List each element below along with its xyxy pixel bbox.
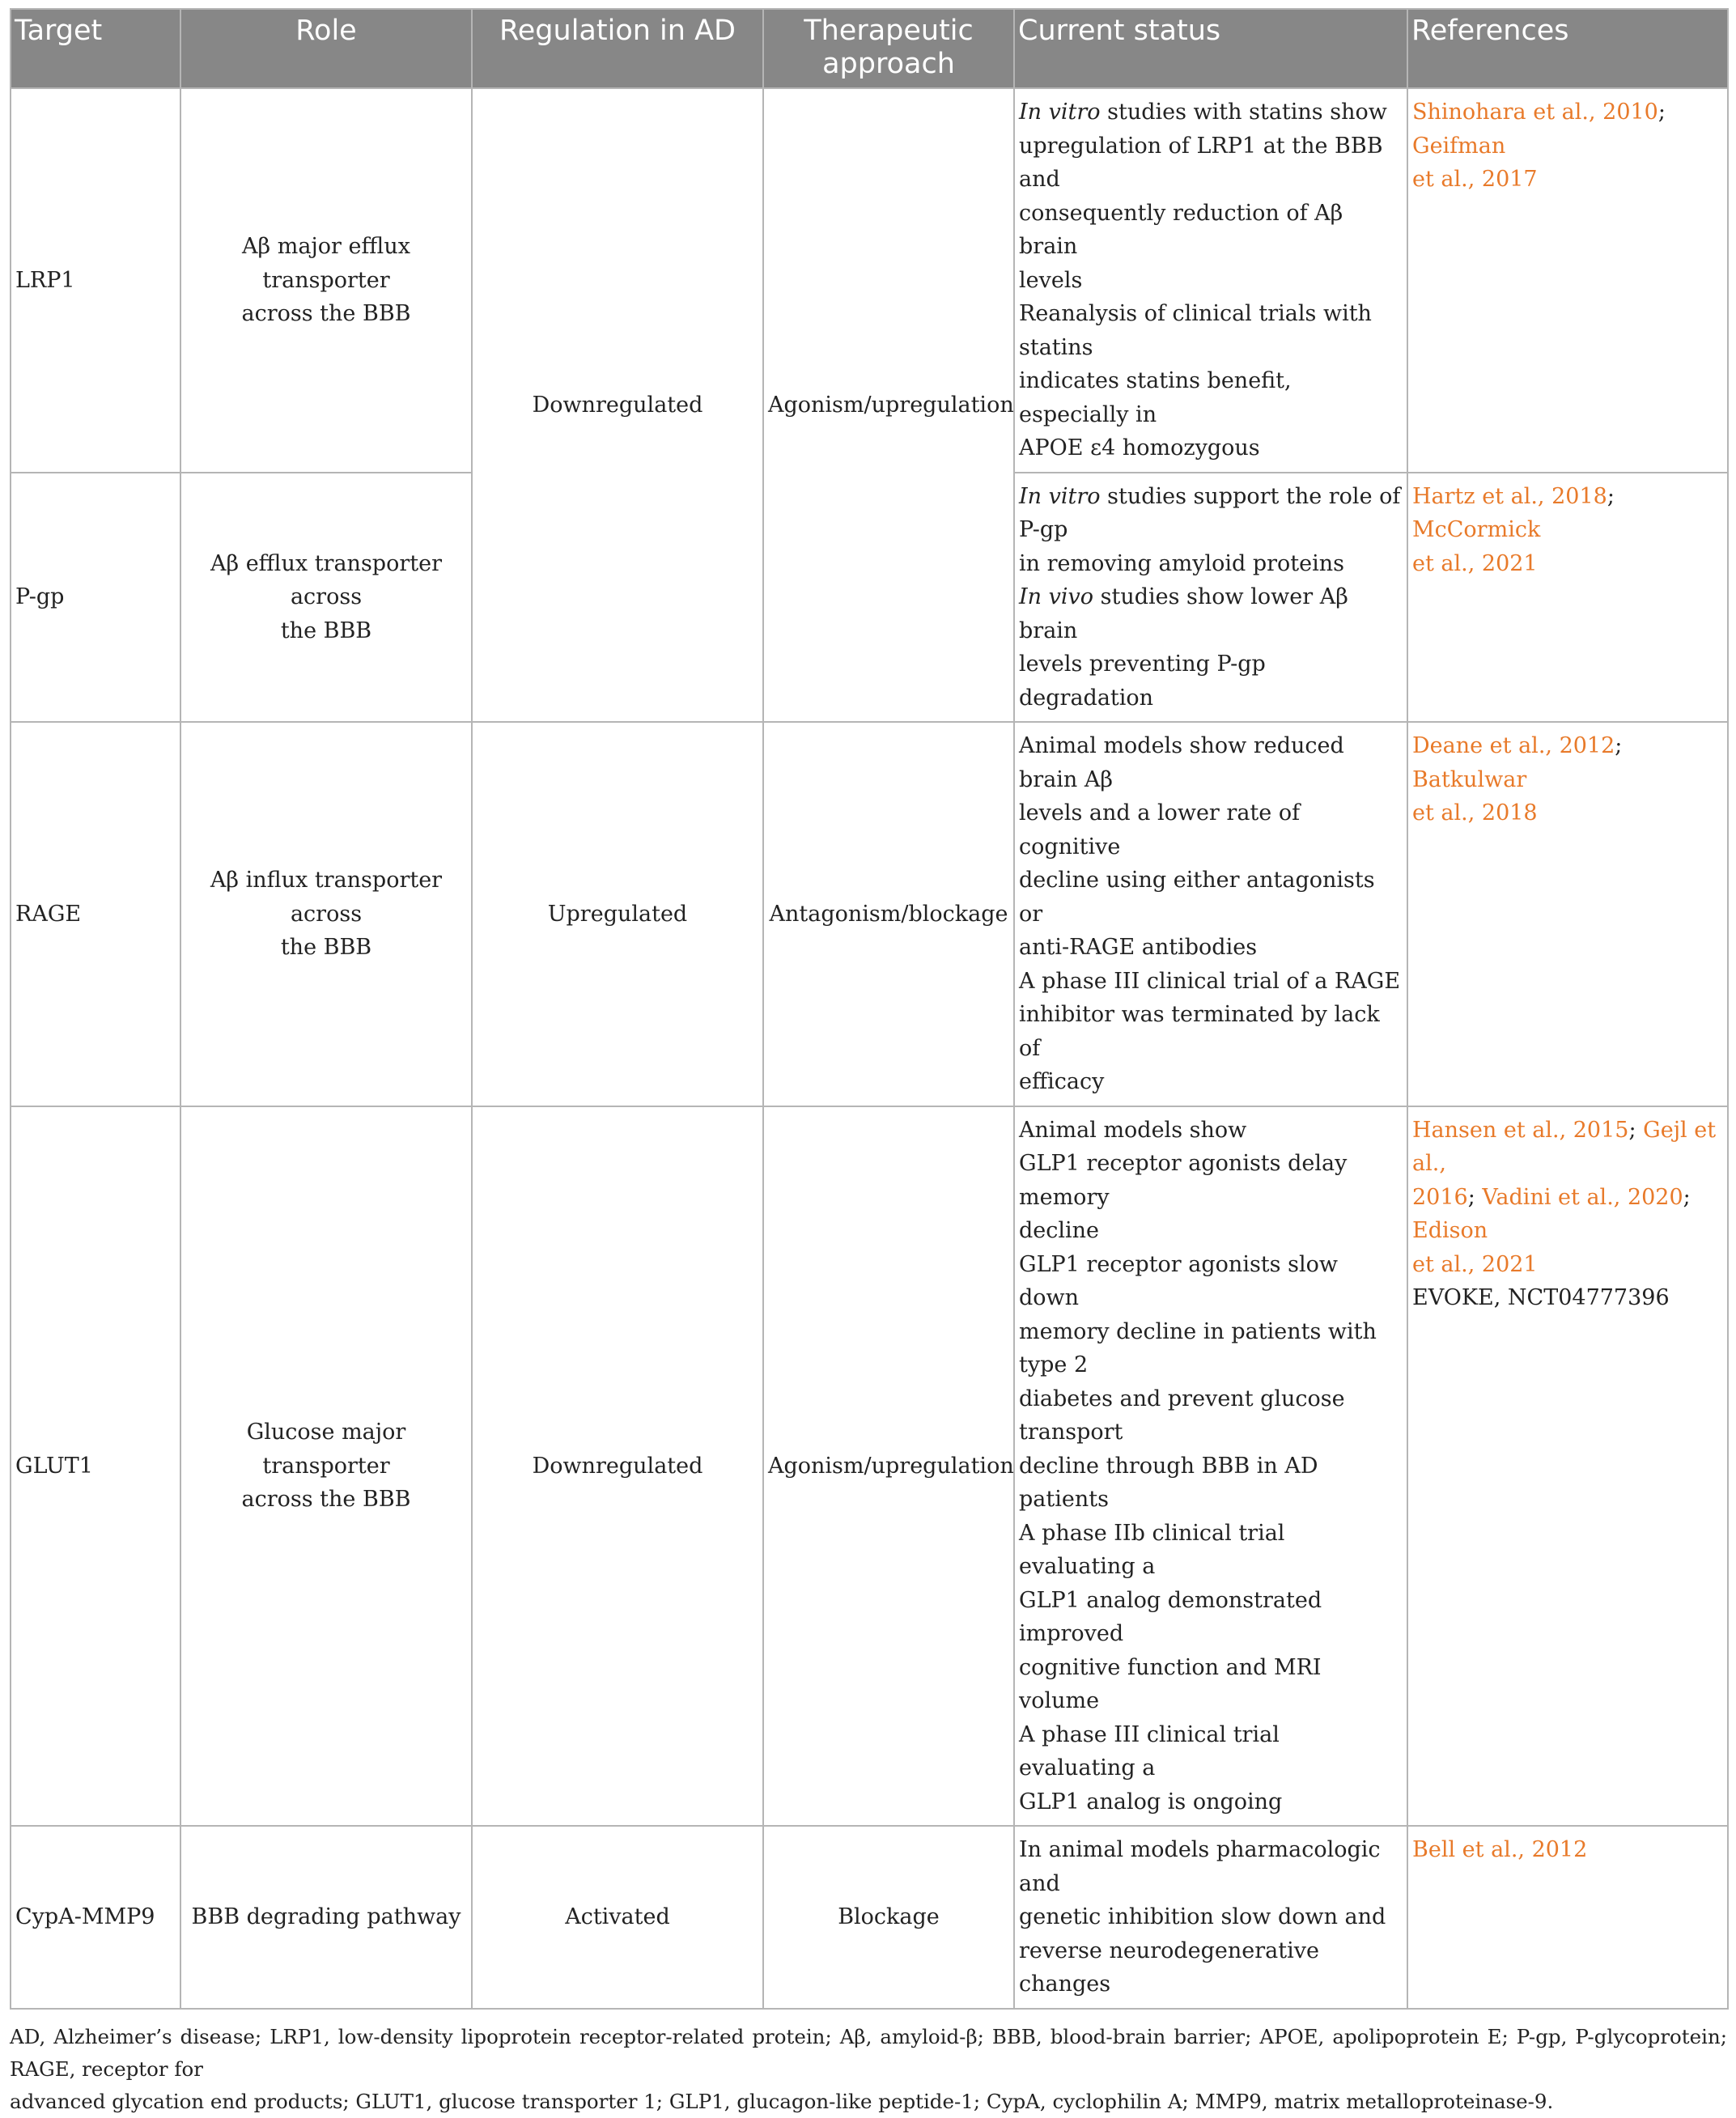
status-line: A phase III clinical trial of a RAGE bbox=[1019, 968, 1401, 994]
status-line: In vitro studies support the role of P-gp bbox=[1019, 483, 1401, 542]
status-line: APOE ε4 homozygous bbox=[1019, 435, 1260, 461]
cell-references-pgp: Hartz et al., 2018; McCormick et al., 2021 bbox=[1407, 473, 1728, 723]
cell-therapeutic-lrp1-pgp: Agonism/upregulation bbox=[763, 88, 1014, 722]
cell-role-rage bbox=[180, 722, 472, 1106]
status-line: decline through BBB in AD patients bbox=[1019, 1453, 1318, 1512]
table-row-rage bbox=[11, 722, 1728, 1106]
header-therapeutic bbox=[763, 9, 1014, 88]
header-therapeutic-line2: approach bbox=[822, 48, 955, 80]
cell-regulation-cypa: Activated bbox=[472, 1826, 763, 2009]
status-line: inhibitor was terminated by lack of bbox=[1019, 1002, 1380, 1061]
ref-deane[interactable]: Deane et al., 2012 bbox=[1412, 733, 1615, 758]
cell-status-pgp bbox=[1014, 473, 1407, 723]
status-line: indicates statins benefit, especially in bbox=[1019, 368, 1292, 427]
cell-references-cypa bbox=[1407, 1826, 1728, 2009]
status-line: memory decline in patients with type 2 bbox=[1019, 1318, 1377, 1377]
table-row-glut1 bbox=[11, 1106, 1728, 1827]
ref-edison-cont[interactable]: et al., 2021 bbox=[1412, 1251, 1538, 1277]
cell-target-pgp: P-gp bbox=[11, 473, 180, 723]
status-line: levels bbox=[1019, 267, 1083, 293]
header-status: Current status bbox=[1014, 9, 1407, 88]
cell-status-rage bbox=[1014, 722, 1407, 1106]
ref-hartz[interactable]: Hartz et al., 2018 bbox=[1412, 483, 1607, 509]
ref-geifman-cont[interactable]: et al., 2017 bbox=[1412, 167, 1538, 192]
table-page bbox=[10, 8, 1727, 2118]
cell-regulation-rage: Upregulated bbox=[472, 722, 763, 1106]
status-line: GLP1 receptor agonists slow down bbox=[1019, 1251, 1338, 1310]
cell-role-pgp bbox=[180, 473, 472, 723]
header-regulation: Regulation in AD bbox=[472, 9, 763, 88]
ref-shinohara-year[interactable]: 2010 bbox=[1602, 100, 1658, 125]
status-line: anti-RAGE antibodies bbox=[1019, 935, 1258, 960]
status-line: levels and a lower rate of cognitive bbox=[1019, 800, 1301, 860]
role-pgp-line1: Aβ efflux transporter across bbox=[210, 550, 442, 609]
role-lrp1-line2: across the BBB bbox=[241, 301, 411, 326]
status-line: consequently reduction of Aβ brain bbox=[1019, 200, 1343, 259]
header-references: References bbox=[1407, 9, 1728, 88]
status-line: efficacy bbox=[1019, 1069, 1105, 1094]
ref-shinohara[interactable]: Shinohara et al., bbox=[1412, 100, 1603, 125]
status-line: A phase IIb clinical trial evaluating a bbox=[1019, 1520, 1285, 1579]
status-line: GLP1 receptor agonists delay memory bbox=[1019, 1151, 1348, 1210]
ref-edison[interactable]: Edison bbox=[1412, 1218, 1488, 1243]
role-rage-line1: Aβ influx transporter across bbox=[210, 868, 443, 927]
ref-vadini[interactable]: Vadini et al., 2020 bbox=[1482, 1184, 1683, 1210]
ref-bell[interactable]: Bell et al., 2012 bbox=[1412, 1837, 1588, 1862]
status-line: decline bbox=[1019, 1218, 1100, 1243]
status-line: GLP1 analog is ongoing bbox=[1019, 1789, 1283, 1815]
role-rage-line2: the BBB bbox=[280, 935, 372, 960]
cell-references-lrp1: Shinohara et al., 2010; Geifman et al., 2017 bbox=[1407, 88, 1728, 473]
ref-hansen[interactable]: Hansen et al., 2015 bbox=[1412, 1117, 1629, 1143]
status-line: Reanalysis of clinical trials with statins bbox=[1019, 301, 1372, 360]
targets-table bbox=[10, 8, 1729, 2010]
status-line: upregulation of LRP1 at the BBB and bbox=[1019, 133, 1383, 192]
status-line: reverse neurodegenerative changes bbox=[1019, 1938, 1319, 1997]
table-footnote bbox=[10, 2021, 1727, 2118]
status-line: In vivo studies show lower Aβ brain bbox=[1019, 584, 1348, 643]
ref-geifman[interactable]: Geifman bbox=[1412, 133, 1506, 159]
table-row-lrp1 bbox=[11, 88, 1728, 473]
ref-mccormick-cont[interactable]: et al., 2021 bbox=[1412, 550, 1538, 576]
cell-target-rage: RAGE bbox=[11, 722, 180, 1106]
ref-batkulwar[interactable]: Batkulwar bbox=[1412, 766, 1527, 792]
cell-target-cypa: CypA-MMP9 bbox=[11, 1826, 180, 2009]
table-row-cypa bbox=[11, 1826, 1728, 2009]
header-therapeutic-line1: Therapeutic bbox=[804, 15, 974, 47]
header-row bbox=[11, 9, 1728, 88]
status-line: A phase III clinical trial evaluating a bbox=[1019, 1721, 1280, 1781]
cell-therapeutic-glut1: Agonism/upregulation bbox=[763, 1106, 1014, 1827]
cell-status-lrp1 bbox=[1014, 88, 1407, 473]
role-lrp1-line1: Aβ major efflux transporter bbox=[242, 234, 410, 293]
header-role: Role bbox=[180, 9, 472, 88]
cell-regulation-glut1: Downregulated bbox=[472, 1106, 763, 1827]
role-glut1-line1: Glucose major transporter bbox=[246, 1420, 406, 1479]
status-line: Animal models show reduced brain Aβ bbox=[1019, 733, 1344, 792]
cell-role-lrp1 bbox=[180, 88, 472, 473]
cell-target-lrp1: LRP1 bbox=[11, 88, 180, 473]
ref-gejl[interactable]: Gejl et al., bbox=[1412, 1117, 1717, 1176]
status-line: diabetes and prevent glucose transport bbox=[1019, 1386, 1345, 1445]
cell-role-cypa: BBB degrading pathway bbox=[180, 1826, 472, 2009]
ref-batkulwar-cont[interactable]: et al., 2018 bbox=[1412, 800, 1538, 826]
footnote-line2: advanced glycation end products; GLUT1, glucose transporter 1; GLP1, glucagon-like peptide-1; CypA, cyclophilin A; MMP9, matrix metalloproteinase-9. bbox=[10, 2089, 1554, 2113]
cell-references-glut1: Hansen et al., 2015; Gejl et al., 2016; Vadini et al., 2020; Edison et al., 2021 EVOKE, NCT04777396 bbox=[1407, 1106, 1728, 1827]
status-line: GLP1 analog demonstrated improved bbox=[1019, 1587, 1322, 1646]
status-line: cognitive function and MRI volume bbox=[1019, 1654, 1322, 1713]
cell-therapeutic-rage: Antagonism/blockage bbox=[763, 722, 1014, 1106]
ref-evoke: EVOKE, NCT04777396 bbox=[1412, 1285, 1670, 1310]
cell-status-glut1 bbox=[1014, 1106, 1407, 1827]
role-pgp-line2: the BBB bbox=[280, 618, 372, 643]
cell-status-cypa bbox=[1014, 1826, 1407, 2009]
cell-role-glut1 bbox=[180, 1106, 472, 1827]
status-line: genetic inhibition slow down and bbox=[1019, 1904, 1386, 1929]
status-line: Animal models show bbox=[1019, 1117, 1247, 1143]
status-line: in removing amyloid proteins bbox=[1019, 550, 1344, 576]
footnote-line1: AD, Alzheimer’s disease; LRP1, low-density lipoprotein receptor-related protein; Aβ, amyloid-β; BBB, blood-brain barrier; APOE, apolipoprotein E; P-gp, P-glycoprotein; RAGE, receptor for bbox=[10, 2024, 1727, 2081]
ref-mccormick[interactable]: McCormick bbox=[1412, 517, 1541, 542]
status-line: In animal models pharmacologic and bbox=[1019, 1837, 1381, 1896]
header-target: Target bbox=[11, 9, 180, 88]
cell-regulation-lrp1-pgp: Downregulated bbox=[472, 88, 763, 722]
status-line: decline using either antagonists or bbox=[1019, 868, 1375, 927]
status-line: levels preventing P-gp degradation bbox=[1019, 652, 1266, 711]
status-line: In vitro studies with statins show bbox=[1019, 100, 1387, 125]
role-glut1-line2: across the BBB bbox=[241, 1487, 411, 1512]
ref-gejl-year[interactable]: 2016 bbox=[1412, 1184, 1468, 1210]
cell-references-rage: Deane et al., 2012; Batkulwar et al., 2018 bbox=[1407, 722, 1728, 1106]
cell-therapeutic-cypa: Blockage bbox=[763, 1826, 1014, 2009]
cell-target-glut1: GLUT1 bbox=[11, 1106, 180, 1827]
